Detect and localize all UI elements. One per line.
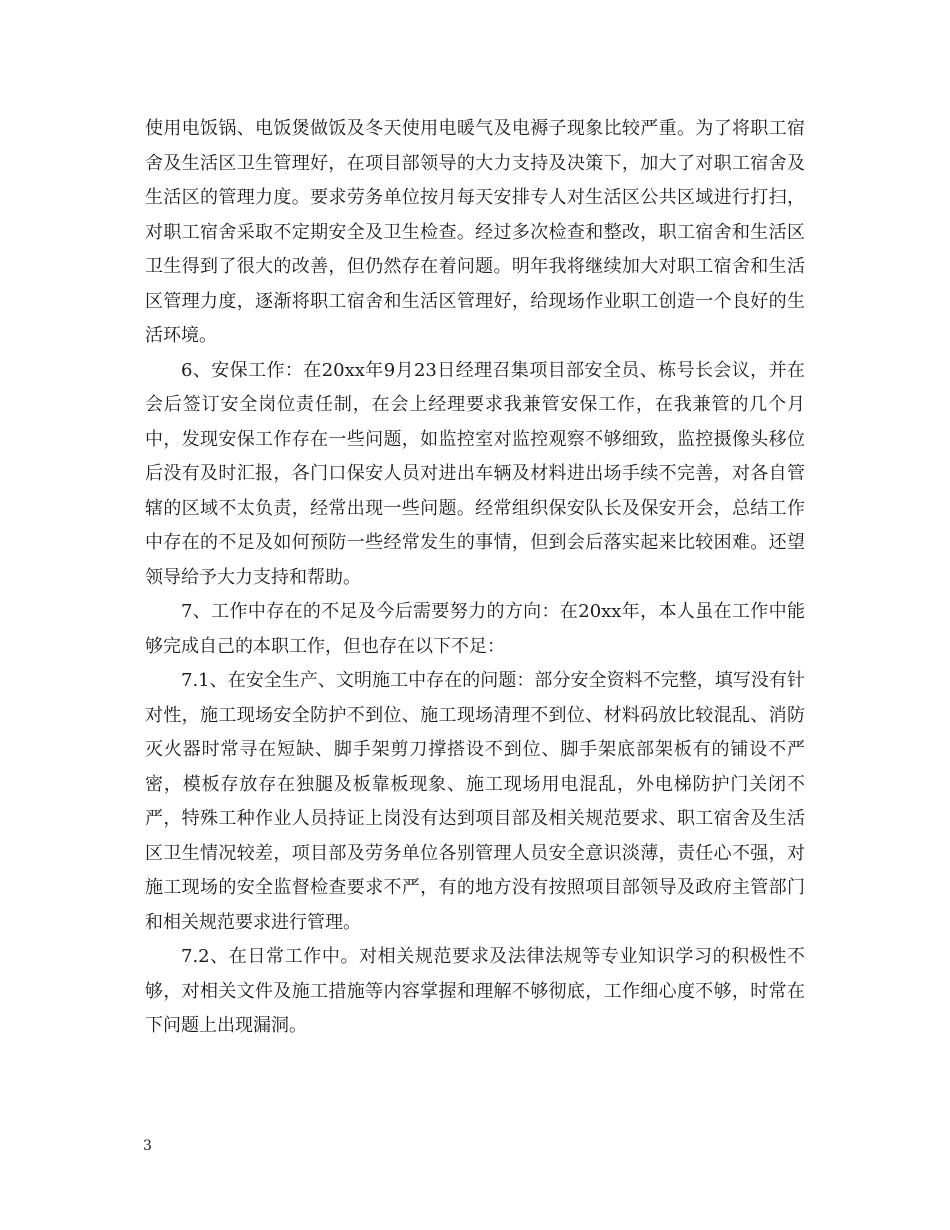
page-number: 3 xyxy=(143,1138,152,1154)
paragraph-dormitory-management: 使用电饭锅、电饭煲做饭及冬天使用电暖气及电褥子现象比较严重。为了将职工宿舍及生活区卫生管理好，在项目部领导的大力支持及决策下，加大了对职工宿舍及生活区的管理力度。要求劳务单位按月每天安排专人对生活区公共区域进行打扫，对职工宿舍采取不定期安全及卫生检查。经过多次检查和整改，职工宿舍和生活区卫生得到了很大的改善，但仍然存在着问题。明年我将继续加大对职工宿舍和生活区管理力度，逐渐将职工宿舍和生活区管理好，给现场作业职工创造一个良好的生活环境。 xyxy=(145,118,805,346)
paragraph-safety-issues: 7.1、在安全生产、文明施工中存在的问题：部分安全资料不完整，填写没有针对性，施工现场安全防护不到位、施工现场清理不到位、材料码放比较混乱、消防灭火器时常寻在短缺、脚手架剪刀撑搭设不到位、脚手架底部架板有的铺设不严密，模板存放存在独腿及板靠板现象、施工现场用电混乱，外电梯防护门关闭不严，特殊工种作业人员持证上岗没有达到项目部及相关规范要求、职工宿舍及生活区卫生情况较差，项目部及劳务单位各别管理人员安全意识淡薄，责任心不强，对施工现场的安全监督检查要求不严，有的地方没有按照项目部领导及政府主管部门和相关规范要求进行管理。 xyxy=(145,670,805,933)
paragraph-shortcomings-intro: 7、工作中存在的不足及今后需要努力的方向：在20xx年，本人虽在工作中能够完成自己的本职工作，但也存在以下不足： xyxy=(145,601,805,657)
document-body xyxy=(145,112,805,1044)
paragraph-security-work: 6、安保工作：在20xx年9月23日经理召集项目部安全员、栋号长会议，并在会后签订安全岗位责任制，在会上经理要求我兼管安保工作，在我兼管的几个月中，发现安保工作存在一些问题，如监控室对监控观察不够细致，监控摄像头移位后没有及时汇报，各门口保安人员对进出车辆及材料进出场手续不完善，对各自管辖的区域不太负责，经常出现一些问题。经常组织保安队长及保安开会，总结工作中存在的不足及如何预防一些经常发生的事情，但到会后落实起来比较困难。还望领导给予大力支持和帮助。 xyxy=(145,359,805,588)
paragraph-daily-work-issues: 7.2、在日常工作中。对相关规范要求及法律法规等专业知识学习的积极性不够，对相关文件及施工措施等内容掌握和理解不够彻底，工作细心度不够，时常在下问题上出现漏洞。 xyxy=(145,946,805,1036)
